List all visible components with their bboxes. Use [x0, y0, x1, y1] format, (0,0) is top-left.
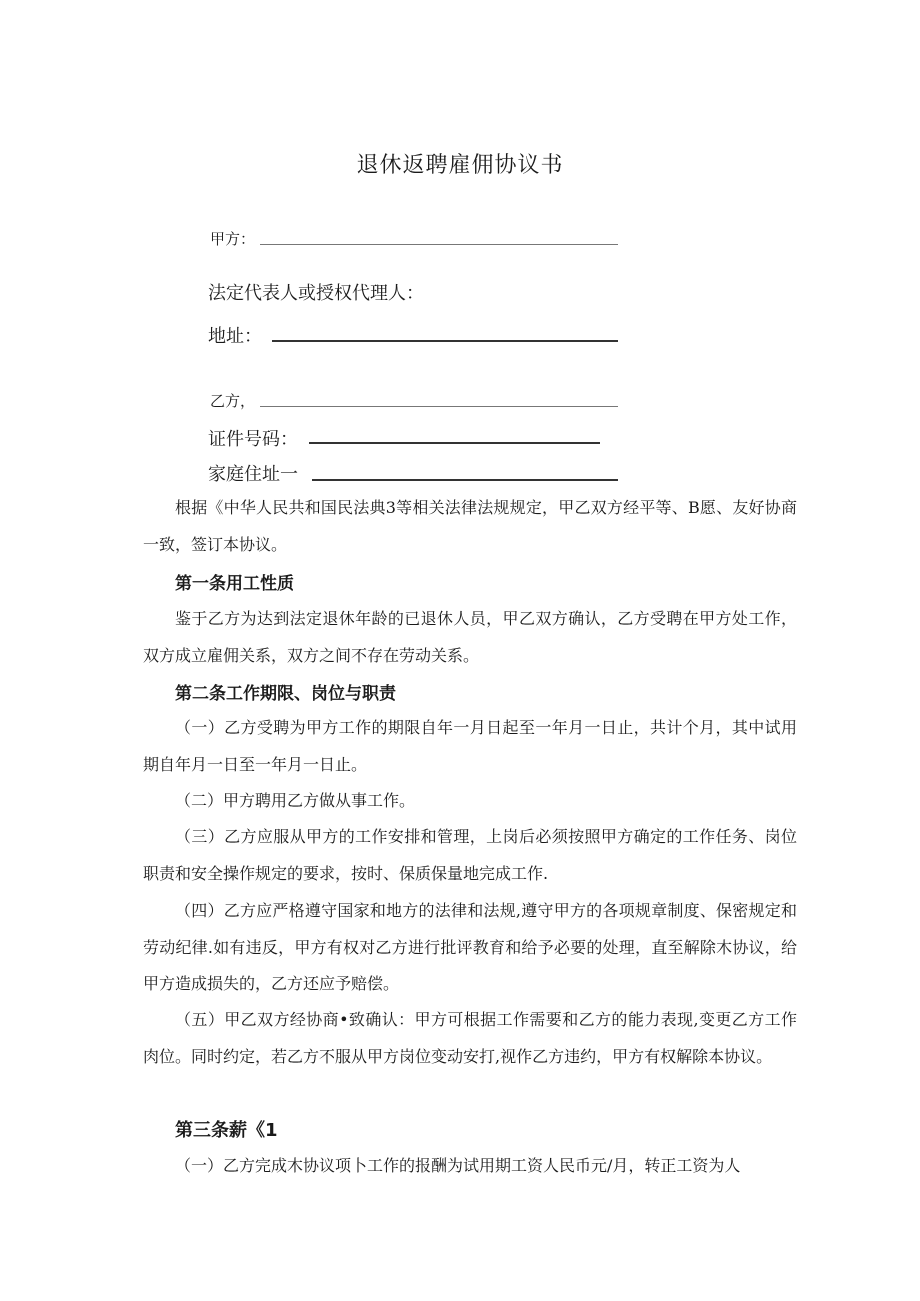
article-3-heading: 第三条薪《1	[175, 1120, 278, 1141]
article-2-clause-5: （五）甲乙双方经协商•致确认：甲方可根据工作需要和乙方的能力表现,变更乙方工作肉位。同时约定，若乙方不服从甲方岗位变动安打,视作乙方违约，甲方有权解除本协议。	[143, 1010, 797, 1066]
document-title: 退休返聘雇佣协议书	[356, 153, 564, 178]
article-2-clause-4: （四）乙方应严格遵守国家和地方的法律和法规,遵守甲方的各项规章制度、保密规定和劳动纪律.如有违反，甲方有权对乙方进行批评教育和给予必要的处理，直至解除木协议，给甲方造成损失的，乙方还应予赔偿。	[143, 901, 797, 993]
party-b-blank-line[interactable]	[260, 406, 618, 407]
article-1-heading: 第一条用工性质	[175, 574, 294, 594]
intro-paragraph: 根据《中华人民共和国民法典3等相关法律法规规定，甲乙双方经平等、B愿、友好协商一致，签订本协议。	[143, 498, 797, 554]
party-a-blank-line[interactable]	[260, 244, 618, 245]
article-2-clause-1: （一）乙方受聘为甲方工作的期限自年一月日起至一年月一日止，共计个月，其中试用期自年月一日至一年月一日止。	[143, 718, 797, 774]
address-blank-line[interactable]	[272, 340, 618, 342]
article-3-clause-1: （一）乙方完成木协议项卜工作的报酬为试用期工资人民币元/月，转正工资为人	[175, 1156, 741, 1175]
party-a-label: 甲方：	[210, 230, 256, 248]
article-2-clause-2: （二）甲方聘用乙方做从事工作。	[175, 791, 416, 810]
article-1-paragraph: 鉴于乙方为达到法定退休年龄的已退休人员，甲乙双方确认，乙方受聘在甲方处工作，双方成立雇佣关系，双方之间不存在劳动关系。	[143, 609, 797, 665]
id-number-label: 证件号码：	[208, 429, 298, 450]
legal-representative-label: 法定代表人或授权代理人：	[208, 283, 424, 304]
id-number-blank-line[interactable]	[309, 442, 600, 444]
article-2-clause-3: （三）乙方应服从甲方的工作安排和管理，上岗后必须按照甲方确定的工作任务、岗位职责和安全操作规定的要求，按时、保质保量地完成工作.	[143, 827, 797, 883]
party-b-label: 乙方，	[210, 392, 256, 410]
home-address-label: 家庭住址一	[208, 464, 298, 485]
article-2-heading: 第二条工作期限、岗位与职责	[175, 684, 396, 704]
home-address-blank-line[interactable]	[312, 479, 618, 481]
address-label: 地址：	[208, 326, 262, 347]
